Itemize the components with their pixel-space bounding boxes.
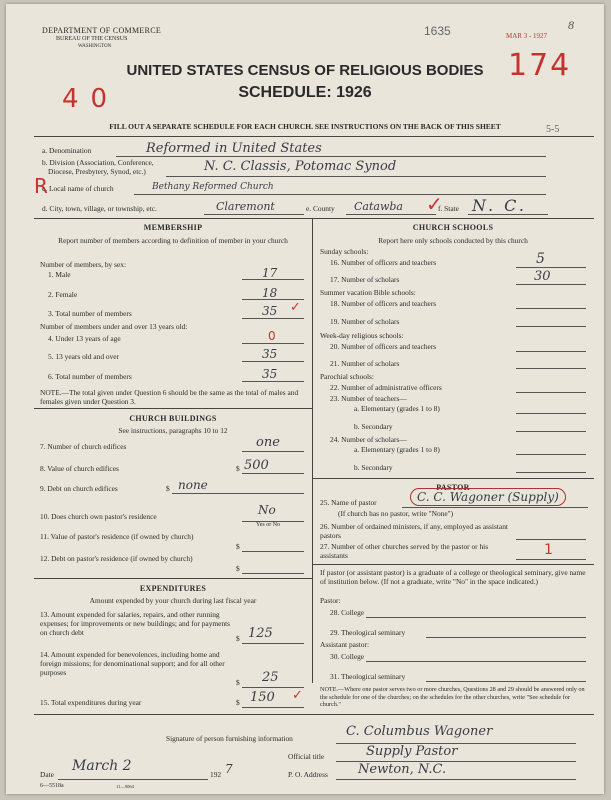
membership-by-sex: Number of members, by sex:	[40, 260, 126, 269]
pastor-note: NOTE.—Where one pastor serves two or more churches, Questions 28 and 29 should be answered only on the schedule for one of the churches; on the schedules for the other churches, write "See schedule for church."	[320, 686, 585, 709]
state-value: N. C.	[472, 196, 527, 215]
red-check-county: ✓	[426, 192, 443, 216]
q5-over13-value: 35	[262, 347, 278, 361]
date-label: Date	[40, 770, 54, 779]
schools-intro: Report here only schools conducted by this church	[378, 236, 528, 245]
state-label: f. State	[438, 204, 459, 213]
city-value: Claremont	[216, 200, 275, 213]
membership-heading: MEMBERSHIP	[143, 223, 203, 232]
denomination-label: a. Denomination	[42, 146, 92, 155]
buildings-heading: CHURCH BUILDINGS	[129, 414, 217, 423]
q6-total-value: 35	[262, 367, 278, 381]
parochial-schools-label: Parochial schools:	[320, 372, 374, 381]
membership-note: NOTE.—The total given under Question 6 should be the same as the total of males and females given under Question 3.	[40, 388, 299, 406]
q25-note: (If church has no pastor, write "None")	[338, 509, 454, 518]
expenditures-heading: EXPENDITURES	[139, 584, 207, 593]
red-number-right: 174	[508, 48, 572, 83]
q1-male-value: 17	[262, 266, 278, 280]
division-label-2: Diocese, Presbytery, Synod, etc.)	[48, 167, 146, 176]
census-schedule-form: DEPARTMENT OF COMMERCE BUREAU OF THE CENSUS WASHINGTON 1635 MAR 3 - 1927 8 174 40 UNITED STATES CENSUS OF RELIGIOUS BODIES SCHEDULE: 1926 FILL OUT A SEPARATE SCHEDULE FOR EACH CHURCH. SEE INSTRUCTIONS ON THE BACK OF THIS SHEET 5-5 a. Denomination Reformed in United States b. Division (Association, Conference, Diocese, Presbytery, Synod, etc.) N. C. Classis, Potomac Synod R c. Local name of church Bethany Reformed Church d. City, town, village, or township, etc. Claremont e. County Catawba ✓ f. State N. C. MEMBERSHIP Report number of members according to definition of member in your church Number of members, by sex: 1. Male 17 2. Female 18 3. Total number of members 35 ✓ Number of members under and over 13 years old: 4. Under 13 years of age 0 5. 13 years old and over 35 6. Total number of members 35 NOTE.—The total given under Question 6 should be the same as the total of males and females given under Question 3. CHURCH BUILDINGS See instructions, paragraphs 10 to 12 7. Number of church edifices one 8. Value of church edifices $ 500 9. Debt on church edifices $ none 10. Does church own pastor's residence No Yes or No 11. Value of pastor's residence (if owned by church) $ 12. Debt on pastor's residence (if owned by church) $ EXPENDITURES Amount expended by your church during last fiscal year 13. Amount expended for salaries, repairs, and other running expenses; for improvements or new buildings; and for payments on church debt $ 125 14. Amount expended for benevolences, including home and foreign missions; for denominational support; and for all other purposes $ 25 15. Total expenditures during year $ 150 ✓ CHURCH SCHOOLS Report here only schools conducted by this church Sunday schools: 16. Number of officers and teachers 5 17. Number of scholars 30 Summer vacation Bible schools: 18. Number of officers and teachers 19. Number of scholars Week-day religious schools: 20. Number of officers and teachers 21. Number of scholars Parochial schools: 22. Number of administrative officers 23. Number of teachers— a. Elementary (grades 1 to 8) b. Secondary 24. Number of scholars— a. Elementary (grades 1 to 8) b. Secondary PASTOR 25. Name of pastor (If church has no pastor, write "None") C. C. Wagoner (Supply) 26. Number of ordained ministers, if any, employed as assistant pastors 27. Number of other churches served by the pastor or his assistants 1 If pastor (or assistant pastor) is a graduate of a college or theological seminary, give name of institution below. (If not a graduate, write "No" in the space indicated.) Pastor: 28. College 29. Theological seminary Assistant pastor: 30. College 31. Theological seminary NOTE.—Where one pastor serves two or more churches, Questions 28 and 29 should be answered only on the schedule for one of the churches; on the schedules for the other churches, write "See schedule for church." Signature of person furnishing information C. Columbus Wagoner Official title Supply Pastor Date March 2 192 7 P. O. Address Newton, N.C. 6—5518a 11—9064	[6, 4, 604, 794]
form-title: UNITED STATES CENSUS OF RELIGIOUS BODIES	[126, 62, 484, 79]
red-check-q3: ✓	[290, 300, 301, 315]
q24-label: 24. Number of scholars—	[330, 435, 407, 444]
year-value: 7	[225, 762, 233, 776]
county-value: Catawba	[354, 200, 403, 213]
q14-benevolence-label: 14. Amount expended for benevolences, including home and foreign missions; for denominational support; and for all other purposes	[40, 650, 225, 677]
red-number-left: 40	[62, 84, 120, 114]
q15-total-value: 150	[250, 690, 275, 705]
q24a-label: a. Elementary (grades 1 to 8)	[354, 445, 440, 454]
membership-age-note: Number of members under and over 13 years old:	[40, 322, 188, 331]
membership-intro: Report number of members according to definition of member in your church	[58, 236, 288, 245]
division-value: N. C. Classis, Potomac Synod	[204, 159, 397, 174]
q8-value-label: 8. Value of church edifices	[40, 464, 119, 473]
form-number: 6—5518a	[40, 783, 64, 789]
local-name-value: Bethany Reformed Church	[152, 182, 274, 192]
q22-label: 22. Number of administrative officers	[330, 383, 442, 392]
bureau-city: WASHINGTON	[78, 44, 112, 49]
q31-label: 31. Theological seminary	[330, 672, 406, 681]
q27-label: 27. Number of other churches served by the pastor or his assistants	[320, 542, 489, 560]
signature-label: Signature of person furnishing information	[166, 734, 293, 743]
division-label-1: b. Division (Association, Conference,	[42, 158, 154, 167]
stamp-number: 1635	[424, 24, 451, 38]
bureau-name: BUREAU OF THE CENSUS	[56, 36, 128, 42]
signature-value: C. Columbus Wagoner	[346, 724, 493, 739]
q23a-label: a. Elementary (grades 1 to 8)	[354, 404, 440, 413]
q3-total-label: 3. Total number of members	[48, 309, 132, 318]
q21-label: 21. Number of scholars	[330, 359, 400, 368]
q26-label: 26. Number of ordained ministers, if any, employed as assistant pastors	[320, 522, 508, 540]
buildings-sub: See instructions, paragraphs 10 to 12	[118, 426, 228, 435]
city-label: d. City, town, village, or township, etc.	[42, 204, 157, 213]
q13-running-value: 125	[248, 626, 273, 641]
q30-label: 30. College	[330, 652, 365, 661]
form-instructions: FILL OUT A SEPARATE SCHEDULE FOR EACH CHURCH. SEE INSTRUCTIONS ON THE BACK OF THIS SHEET	[109, 122, 501, 131]
corner-mark: 8	[568, 18, 574, 32]
weekday-schools-label: Week-day religious schools:	[320, 331, 404, 340]
address-value: Newton, N.C.	[358, 762, 447, 777]
q23b-label: b. Secondary	[354, 422, 393, 431]
q2-female-value: 18	[262, 286, 278, 300]
denomination-value: Reformed in United States	[146, 141, 322, 156]
q14-benevolence-value: 25	[262, 670, 279, 685]
q25-value: C. C. Wagoner (Supply)	[410, 488, 566, 506]
q16-value: 5	[536, 251, 545, 267]
q7-edifices-label: 7. Number of church edifices	[40, 442, 127, 451]
q1-male-label: 1. Male	[48, 270, 71, 279]
q24b-label: b. Secondary	[354, 463, 393, 472]
schools-heading: CHURCH SCHOOLS	[412, 223, 494, 232]
q3-total-value: 35	[262, 304, 278, 318]
q4-under13-value: 0	[268, 329, 276, 343]
red-check-q15: ✓	[292, 688, 303, 703]
official-title-value: Supply Pastor	[366, 744, 458, 759]
official-title-label: Official title	[288, 752, 325, 761]
assistant-sub-label: Assistant pastor:	[320, 640, 370, 649]
q10-residence-value: No	[258, 503, 276, 517]
q15-total-label: 15. Total expenditures during year	[40, 698, 142, 707]
q20-label: 20. Number of officers and teachers	[330, 342, 437, 351]
q10-residence-label: 10. Does church own pastor's residence	[40, 512, 157, 521]
pastor-sub-label: Pastor:	[320, 596, 341, 605]
print-number: 11—9064	[116, 784, 134, 789]
q17-value: 30	[534, 269, 551, 284]
q6-total-label: 6. Total number of members	[48, 372, 132, 381]
q5-over13-label: 5. 13 years old and over	[48, 352, 120, 361]
q18-label: 18. Number of officers and teachers	[330, 299, 437, 308]
address-label: P. O. Address	[288, 770, 328, 779]
received-date-stamp: MAR 3 - 1927	[506, 32, 548, 40]
yes-no-hint: Yes or No	[256, 522, 281, 528]
form-subtitle: SCHEDULE: 1926	[238, 84, 372, 101]
college-note: If pastor (or assistant pastor) is a graduate of a college or theological seminary, give name of institution below. (If not a graduate, write "No" in the space indicated.)	[320, 568, 586, 586]
red-mark: R	[34, 174, 48, 198]
q2-female-label: 2. Female	[48, 290, 78, 299]
q9-debt-value: none	[178, 478, 208, 492]
form-code: 5-5	[546, 124, 560, 135]
pastor-heading: PASTOR	[436, 483, 470, 492]
department-name: DEPARTMENT OF COMMERCE	[42, 26, 162, 35]
q25-label: 25. Name of pastor	[320, 498, 377, 507]
local-name-label: c. Local name of church	[42, 184, 114, 193]
q27-value: 1	[544, 542, 553, 558]
q19-label: 19. Number of scholars	[330, 317, 400, 326]
year-prefix: 192	[210, 770, 222, 779]
q23-label: 23. Number of teachers—	[330, 394, 407, 403]
q11-residence-value-label: 11. Value of pastor's residence (if owned by church)	[40, 532, 194, 541]
date-value: March 2	[72, 758, 132, 774]
q7-edifices-value: one	[256, 435, 280, 450]
summer-schools-label: Summer vacation Bible schools:	[320, 288, 416, 297]
q9-debt-label: 9. Debt on church edifices	[40, 484, 118, 493]
q17-label: 17. Number of scholars	[330, 275, 400, 284]
expenditures-intro: Amount expended by your church during last fiscal year	[89, 596, 257, 605]
sunday-schools-label: Sunday schools:	[320, 247, 369, 256]
q16-label: 16. Number of officers and teachers	[330, 258, 437, 267]
q13-running-label: 13. Amount expended for salaries, repairs, and other running expenses; for improvements or new buildings; and for payments on church debt	[40, 610, 231, 637]
q29-label: 29. Theological seminary	[330, 628, 406, 637]
q8-value-value: 500	[244, 458, 269, 473]
q28-label: 28. College	[330, 608, 365, 617]
q4-under13-label: 4. Under 13 years of age	[48, 334, 121, 343]
q12-residence-debt-label: 12. Debt on pastor's residence (if owned by church)	[40, 554, 193, 563]
county-label: e. County	[306, 204, 335, 213]
